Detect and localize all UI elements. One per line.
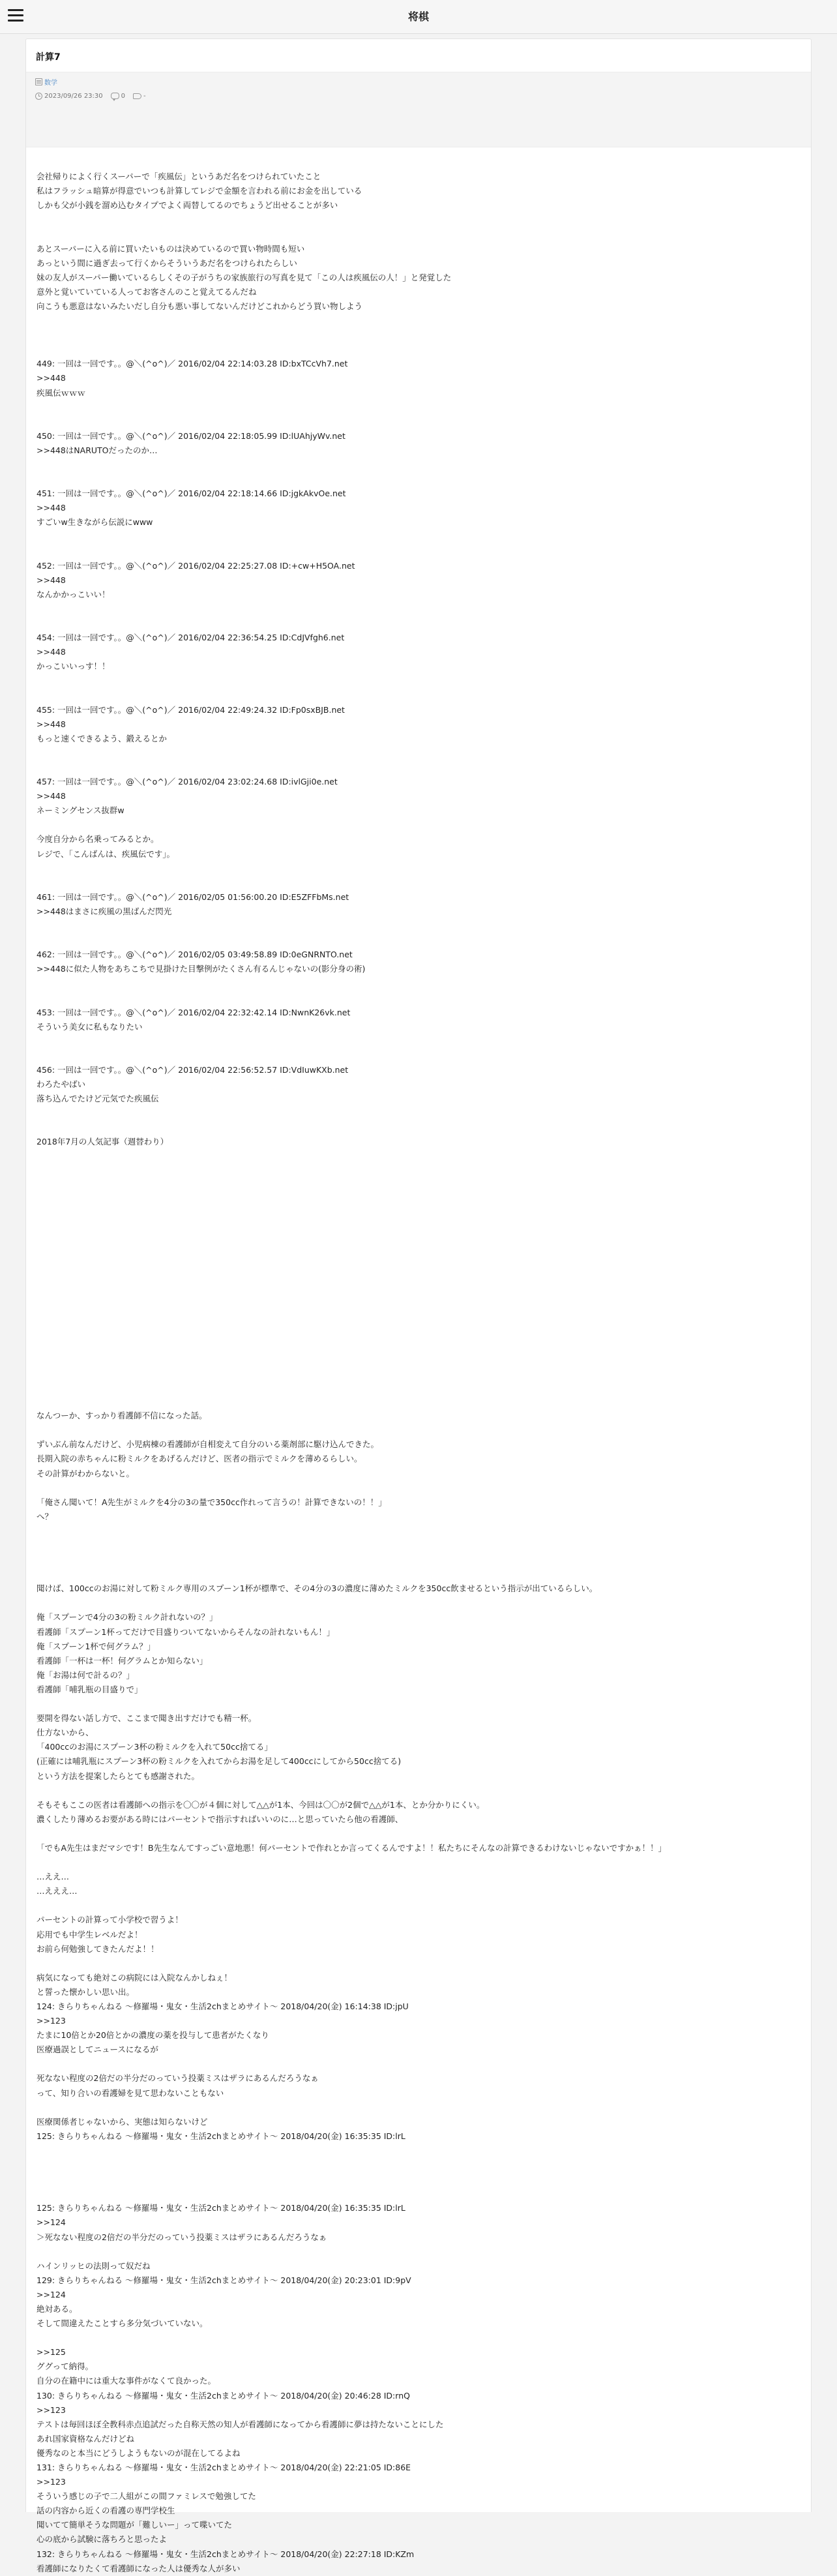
body-line: >>448 (37, 373, 66, 383)
body-line: …ええ… (37, 1872, 70, 1882)
body-line: 俺「スプーン1杯で何グラム？」 (37, 1641, 156, 1651)
body-line (37, 1308, 804, 1323)
body-line: 意外と覚いていている人ってお客さんのこと覚えてるんだね (37, 286, 257, 297)
body-line (37, 415, 804, 429)
body-line: 長期入院の赤ちゃんに粉ミルクをあげるんだけど、医者の指示でミルクを薄めるらしい。 (37, 1454, 362, 1464)
body-line: テストは毎回ほぼ全教科赤点追試だった自称天然の知人が看護師になってから看護師に夢は持たないことにした (37, 2419, 444, 2429)
body-line (37, 1178, 804, 1193)
body-line (37, 876, 804, 890)
body-line (37, 1221, 804, 1236)
body-line (37, 1236, 804, 1250)
body-line (37, 227, 804, 241)
body-line: 病気になっても絶対この病院には入院なんかしねぇ！ (37, 1972, 233, 1983)
body-line (37, 1423, 804, 1437)
body-line: って、知り合いの看護婦を見て思わないこともない (37, 2088, 224, 2098)
post-category (35, 77, 57, 86)
body-line (37, 933, 804, 948)
body-line (37, 2101, 804, 2115)
body-line: 450: 一回は一回です。。@＼(^o^)／ 2016/02/04 22:18:05.99 ID:lUAhjyWv.net (37, 430, 345, 441)
body-line (37, 2245, 804, 2259)
body-line: >>448 (37, 647, 66, 657)
body-line (37, 1538, 804, 1553)
body-line (37, 1164, 804, 1178)
body-line: 今度自分から名乗ってみるとか。 (37, 834, 159, 845)
body-line (37, 760, 804, 775)
body-line (37, 1827, 804, 1841)
body-line: そういう感じの子で二人組がこの間ファミレスで勉強してた (37, 2491, 256, 2502)
body-line: 131: きらりちゃんねる ～修羅場・鬼女・生活2chまとめサイト～ 2018/04/20(金) 22:21:05 ID:86E (37, 2463, 411, 2472)
body-line: 疾風伝ｗｗｗ (37, 387, 86, 398)
body-line: >>448はNARUTOだったのか… (37, 445, 158, 455)
body-line: >>448 (37, 503, 66, 513)
body-line (37, 1366, 804, 1380)
body-line: たまに10倍とか20倍とかの濃度の薬を投与して患者がたくなり (37, 2030, 269, 2041)
body-line: その計算がわからないと。 (37, 1468, 135, 1478)
post-datetime: 2023/09/26 23:30 (44, 92, 103, 100)
post-title: 計算7 (36, 52, 61, 63)
body-line (37, 1553, 804, 1567)
body-line: あとスーパーに入る前に買いたいものは決めているので買い物時間も短い (37, 243, 305, 254)
body-line (37, 1279, 804, 1293)
body-line: 457: 一回は一回です。。@＼(^o^)／ 2016/02/04 23:02:24.68 ID:ivlGji0e.net (37, 777, 338, 787)
body-line (37, 1596, 804, 1610)
body-line: 聞いてて簡単そうな問題が「難しいー」って喋いてた (37, 2520, 233, 2530)
post-card (25, 38, 812, 2573)
body-line: 454: 一回は一回です。。@＼(^o^)／ 2016/02/04 22:36:54.25 ID:CdJVfgh6.net (37, 633, 345, 643)
body-line: >>448はまさに疾風の黒ばんだ閃光 (37, 906, 172, 916)
body-line: >>448に似た人物をあちこちで見掛けた目撃例がたくさん有るんじゃないの(影分身の術) (37, 964, 366, 974)
post-meta-panel (26, 72, 811, 147)
body-line (37, 861, 804, 876)
body-line: 130: きらりちゃんねる ～修羅場・鬼女・生活2chまとめサイト～ 2018/04/20(金) 20:46:28 ID:rnQ (37, 2390, 410, 2401)
body-line: なんかかっこいい！ (37, 589, 110, 599)
body-line: ＞死なない程度の2倍だの半分だのっていう投薬ミスはザラにあるんだろうなぁ (37, 2232, 327, 2242)
body-line: 要開を得ない話し方で、ここまで聞き出すだけでも精一杯。 (37, 1713, 257, 1724)
body-line (37, 1784, 804, 1798)
body-line: かっこいいっす！！ (37, 661, 110, 672)
body-line: そもそもここの医者は看護師への指示を〇〇が４個に対して△△が1本、今回は〇〇が2個で△△が1本、とか分かりにくい。 (37, 1799, 485, 1810)
body-line: 455: 一回は一回です。。@＼(^o^)／ 2016/02/04 22:49:24.32 ID:Fp0sxBJB.net (37, 704, 345, 715)
body-line: >>125 (37, 2347, 66, 2358)
body-line: へ？ (37, 1511, 53, 1521)
body-line: >>124 (37, 2217, 66, 2228)
body-line: 絶対ある。 (37, 2303, 78, 2314)
body-line: ずいぶん前なんだけど、小児病棟の看護師が自相変えて自分のいる薬剤部に駆け込んできた。 (37, 1439, 379, 1450)
body-line (37, 1567, 804, 1581)
body-line: 462: 一回は一回です。。@＼(^o^)／ 2016/02/05 03:49:58.89 ID:0eGNRNTO.net (37, 950, 353, 960)
body-line: 向こうも悪意はないみたいだし自分も悪い事してないんだけどこれからどう買い物しよう (37, 301, 363, 311)
body-line: 優秀なのと本当にどうしようもないのが混在してるよね (37, 2448, 241, 2458)
body-line: ハインリッヒの法則って奴だね (37, 2260, 151, 2271)
body-line: 自分の在籍中には重大な事件がなくて良かった。 (37, 2376, 216, 2386)
body-line: 看護師になりたくて看護師になった人は優秀な人が多い (37, 2563, 241, 2573)
body-line (37, 818, 804, 832)
body-line: と誓った懐かしい思い出。 (37, 1986, 135, 1997)
body-line: 看護師「スプーン1杯ってだけで目盛りついてないからそんなの計れないもん！」 (37, 1626, 335, 1637)
body-line (37, 1380, 804, 1394)
body-line (37, 1481, 804, 1495)
body-line: 医療関係者じゃないから、実態は知らないけど (37, 2116, 208, 2127)
body-line: 「400ccのお湯にスプーン3杯の粉ミルクを入れて50cc捨てる」 (37, 1742, 272, 1752)
body-line (37, 616, 804, 631)
body-line (37, 1106, 804, 1120)
body-line: >>123 (37, 2016, 66, 2026)
body-line (37, 1337, 804, 1351)
body-line (37, 545, 804, 559)
body-line: 医療過誤としてニュースになるが (37, 2044, 158, 2055)
post-info (35, 91, 146, 100)
body-line (37, 328, 804, 342)
body-line: しかも父が小銭を溜め込むタイプでよく両替してるのでちょうど出せることが多い (37, 200, 338, 211)
body-line (37, 342, 804, 357)
body-line: 125: きらりちゃんねる ～修羅場・鬼女・生活2chまとめサイト～ 2018/04/20(金) 16:35:35 ID:lrL (37, 2203, 405, 2213)
category-icon (35, 78, 42, 85)
body-line (37, 530, 804, 544)
body-line: 死なない程度の2倍だの半分だのっていう投薬ミスはザラにあるんだろうなぁ (37, 2073, 319, 2084)
body-line (37, 400, 804, 415)
body-line (37, 213, 804, 227)
body-line (37, 976, 804, 991)
body-line: (正確には哺乳瓶にスプーン3杯の粉ミルクを入れてからお湯を足して400ccにしてから50cc捨てる) (37, 1756, 402, 1767)
body-line (37, 1049, 804, 1063)
body-line: ググって納得。 (37, 2361, 94, 2372)
body-line (37, 1697, 804, 1711)
body-line (37, 1394, 804, 1409)
body-line (37, 1898, 804, 1913)
comment-icon[interactable] (111, 93, 119, 99)
body-line (37, 1323, 804, 1337)
category-link[interactable]: 数学 (44, 79, 57, 87)
body-line (37, 1034, 804, 1049)
body-line (37, 2158, 804, 2172)
body-line (37, 674, 804, 688)
body-line: パーセントの計算って小学校で習うよ！ (37, 1915, 183, 1925)
body-line: …えええ… (37, 1886, 78, 1896)
body-line (37, 458, 804, 472)
body-line: 俺「スプーンで4分の3の粉ミルク計れないの？」 (37, 1612, 218, 1623)
tag-icon (133, 93, 141, 99)
body-line: 聞けば、100ccのお湯に対して粉ミルク専用のスプーン1杯が標準で、その4分の3の濃度に薄めたミルクを350cc飲ませるという指示が出ているらしい。 (37, 1583, 598, 1594)
body-line: 451: 一回は一回です。。@＼(^o^)／ 2016/02/04 22:18:14.66 ID:jgkAkvOe.net (37, 488, 346, 499)
body-line (37, 1207, 804, 1221)
post-body (37, 155, 804, 2576)
body-line (37, 2331, 804, 2345)
body-line: 会社帰りによく行くスーパーで「疾風伝」というあだ名をつけられていたこと (37, 172, 321, 182)
body-line: 落ち込んでたけど元気でた疾風伝 (37, 1094, 159, 1104)
body-line: なんつーか、すっかり看護師不信になった話。 (37, 1411, 207, 1421)
comment-count[interactable]: 0 (121, 92, 126, 100)
body-line: そして間違えたことすら多分気づいていない。 (37, 2318, 208, 2329)
body-line: そういう美女に私もなりたい (37, 1021, 143, 1032)
body-line (37, 2187, 804, 2201)
body-line: >>448 (37, 575, 66, 585)
body-line: 452: 一回は一回です。。@＼(^o^)／ 2016/02/04 22:25:27.08 ID:+cw+H5OA.net (37, 560, 355, 571)
body-line: 私はフラッシュ暗算が得意でいつも計算してレジで金額を言われる前にお金を出している (37, 186, 362, 196)
body-line (37, 602, 804, 616)
body-line: すごいw生きながら伝説にwww (37, 517, 153, 528)
body-line: 仕方ないから、 (37, 1728, 94, 1738)
body-line: 濃くしたり薄めるお要がある時にはパーセントで指示すればいいのに…と思っていたら他の看護師、 (37, 1814, 404, 1824)
body-line: 456: 一回は一回です。。@＼(^o^)／ 2016/02/04 22:56:52.57 ID:VdIuwKXb.net (37, 1064, 349, 1075)
body-line: 129: きらりちゃんねる ～修羅場・鬼女・生活2chまとめサイト～ 2018/04/20(金) 20:23:01 ID:9pV (37, 2275, 411, 2285)
body-line: もっと速くできるよう、鍛えるとか (37, 733, 168, 743)
body-line (37, 688, 804, 702)
body-line: >>123 (37, 2404, 66, 2415)
body-line: 453: 一回は一回です。。@＼(^o^)／ 2016/02/04 22:32:42.14 ID:NwnK26vk.net (37, 1007, 351, 1017)
body-line (37, 1193, 804, 1207)
body-line (37, 746, 804, 760)
body-line: 461: 一回は一回です。。@＼(^o^)／ 2016/02/05 01:56:00.20 ID:E5ZFFbMs.net (37, 891, 349, 902)
body-line: >>124 (37, 2289, 66, 2299)
body-line: 話の内容から近くの看護の専門学校生 (37, 2506, 175, 2516)
body-line: ネーミングセンス抜群w (37, 805, 125, 816)
body-line: 看護師「哺乳瓶の目盛りで」 (37, 1684, 143, 1694)
body-line: 俺「お湯は何で計るの？」 (37, 1670, 135, 1680)
body-line (37, 991, 804, 1005)
body-line (37, 2057, 804, 2071)
body-line: あっという間に過ぎ去って行くからそういうあだ名をつけられたらしい (37, 258, 297, 268)
body-line (37, 155, 804, 170)
body-line: 125: きらりちゃんねる ～修羅場・鬼女・生活2chまとめサイト～ 2018/04/20(金) 16:35:35 ID:lrL (37, 2131, 405, 2141)
tag-list: - (143, 92, 146, 100)
body-line: 妹の友人がスーパー働いているらしくその子がうちの家族旅行の写真を見て「この人は疾風伝の人！」と発覚した (37, 272, 452, 282)
body-line (37, 2144, 804, 2158)
body-line: >>448 (37, 791, 66, 801)
body-line: 「俺さん聞いて！A先生がミルクを4分の3の量で350cc作れって言うの！計算できないの！！」 (37, 1497, 387, 1507)
body-line (37, 2172, 804, 2187)
body-line: という方法を提案したらとても感謝された。 (37, 1771, 200, 1781)
body-line: お前ら何勉強してきたんだよ！！ (37, 1943, 159, 1954)
body-line (37, 1293, 804, 1308)
top-bar (0, 0, 837, 34)
body-line: レジで、「こんばんは、疾風伝です」。 (37, 848, 175, 859)
body-line (37, 472, 804, 487)
body-line: >>123 (37, 2477, 66, 2487)
body-line (37, 1524, 804, 1538)
body-line (37, 1956, 804, 1971)
body-line (37, 1265, 804, 1279)
body-line: 「でもA先生はまだマシです！B先生なんてすっごい意地悪！何パーセントで作れとか言ってくるんですよ！！私たちにそんなの計算できるわけないじゃないですかぁ！！」 (37, 1842, 667, 1853)
body-line: 看護師「一杯は一杯！何グラムとか知らない」 (37, 1655, 208, 1666)
body-line: わろたやばい (37, 1079, 86, 1089)
body-line: 心の底から試験に落ちろと思ったよ (37, 2534, 168, 2545)
body-line: 449: 一回は一回です。。@＼(^o^)／ 2016/02/04 22:14:03.28 ID:bxTCcVh7.net (37, 359, 348, 369)
body-line: >>448 (37, 719, 66, 729)
body-line (37, 1149, 804, 1163)
body-line (37, 1250, 804, 1265)
body-line (37, 919, 804, 933)
site-title[interactable]: 将棋 (407, 10, 429, 23)
body-line: 応用でも中学生レベルだよ！ (37, 1929, 143, 1939)
body-line (37, 1120, 804, 1135)
body-line: あれ国家資格なんだけどね (37, 2433, 135, 2444)
body-line (37, 314, 804, 328)
body-line: 132: きらりちゃんねる ～修羅場・鬼女・生活2chまとめサイト～ 2018/04/20(金) 22:27:18 ID:KZm (37, 2549, 415, 2559)
clock-icon (35, 93, 42, 100)
body-line (37, 1351, 804, 1366)
body-line: 124: きらりちゃんねる ～修羅場・鬼女・生活2chまとめサイト～ 2018/04/20(金) 16:14:38 ID:jpU (37, 2001, 409, 2011)
body-line: 2018年7月の人気記事（週替わり） (37, 1137, 169, 1147)
body-line (37, 1855, 804, 1870)
